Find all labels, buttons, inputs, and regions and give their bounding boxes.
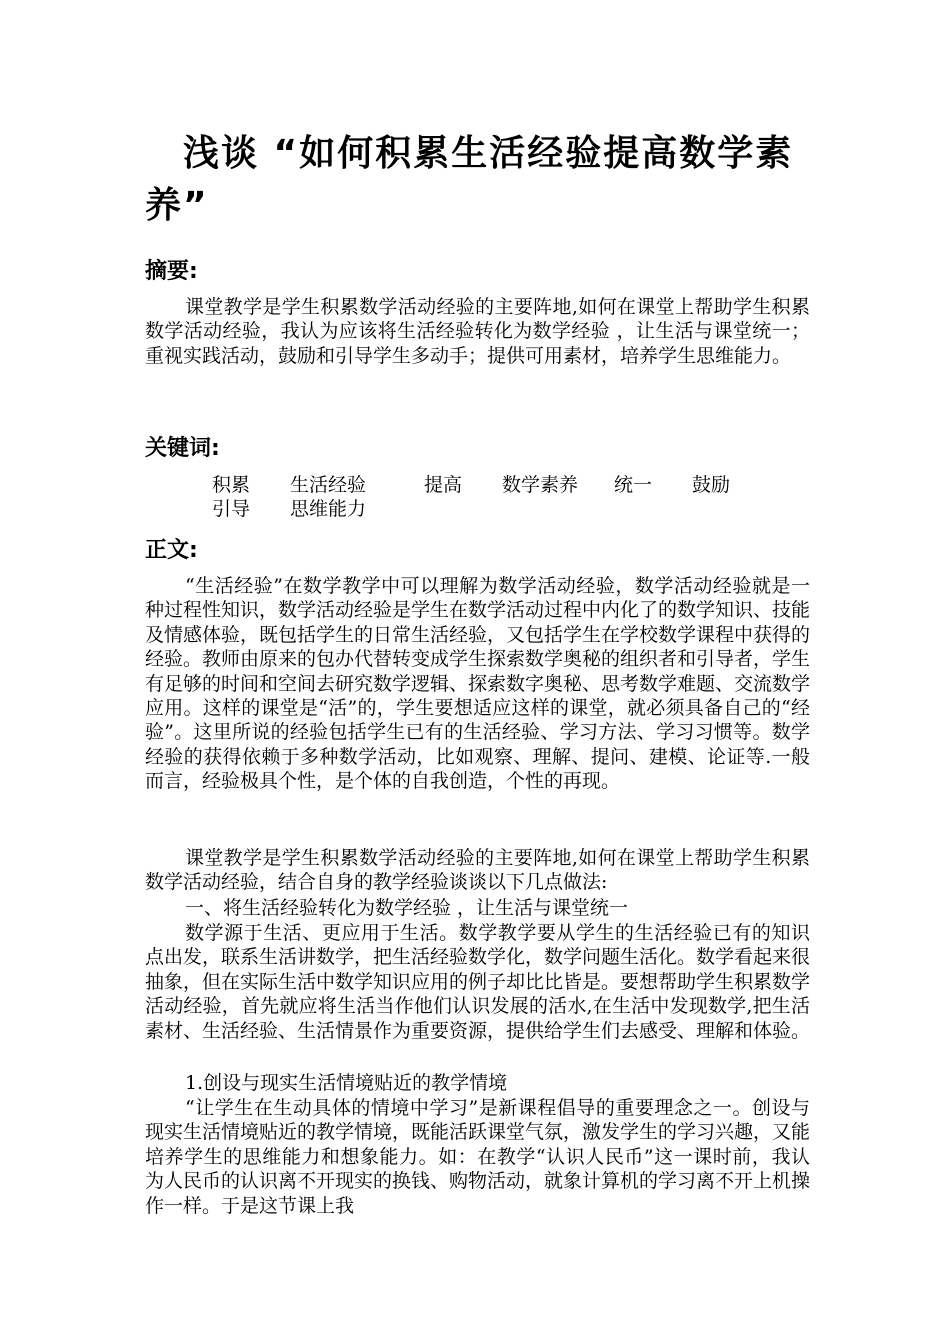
keywords-heading: 关键词: [145, 436, 220, 461]
keyword: 引导 [212, 498, 251, 520]
body-paragraph: 数学源于生活、更应用于生活。数学教学要从学生的生活经验已有的知识点出发，联系生活讲数学，把生活经验数学化，数学问题生活化。数学看起来很抽象，但在实际生活中数学知识应用的例子却比比皆是。要想帮助学生积累数学活动经验，首先就应将生活当作他们认识发展的活水,在生活中发现数学,把生活素材、生活经验、生活情景作为重要资源，提供给学生们去感受、理解和体验。 [145, 922, 811, 1042]
body-paragraph: “让学生在生动具体的情境中学习”是新课程倡导的重要理念之一。创设与现实生活情境贴近的教学情境，既能活跃课堂气氛，激发学生的学习兴趣，又能培养学生的思维能力和想象能力。如：在教学“认识人民币”这一课时前，我认为人民币的认识离不开现实的换钱、购物活动，就象计算机的学习离不开上机操作一样。于是这节课上我 [145, 1097, 811, 1217]
keyword: 积累 [212, 474, 251, 496]
body-paragraph: “生活经验”在数学教学中可以理解为数学活动经验，数学活动经验就是一种过程性知识，数学活动经验是学生在数学活动过程中内化了的数学知识、技能及情感体验，既包括学生的日常生活经验，又包括学生在学校数学课程中获得的经验。教师由原来的包办代替转变成学生探索数学奥秘的组织者和引导者，学生有足够的时间和空间去研究数学逻辑、探索数字奥秘、思考数学难题、交流数学应用。这样的课堂是“活”的，学生要想适应这样的课堂，就必须具备自己的“经验”。这里所说的经验包括学生已有的生活经验、学习方法、学习习惯等。数学经验的获得依赖于多种数学活动，比如观察、理解、提问、建模、论证等.一般而言，经验极具个性，是个体的自我创造，个性的再现。 [145, 575, 811, 793]
keyword: 提高 [424, 474, 463, 496]
keyword: 数学素养 [502, 474, 579, 496]
keyword: 思维能力 [290, 498, 367, 520]
keyword: 鼓励 [692, 474, 731, 496]
abstract-heading: 摘要: [145, 259, 198, 284]
abstract-text: 课堂教学是学生积累数学活动经验的主要阵地,如何在课堂上帮助学生积累数学活动经验，我认为应该将生活经验转化为数学经验 ，让生活与课堂统一；重视实践活动，鼓励和引导学生多动手；提供可用素材，培养学生思维能力。 [145, 296, 810, 367]
keyword: 统一 [614, 474, 653, 496]
section-heading: 一、将生活经验转化为数学经验 ，让生活与课堂统一 [185, 897, 629, 919]
subsection-heading: 1.创设与现实生活情境贴近的教学情境 [185, 1072, 508, 1094]
body-paragraph: 课堂教学是学生积累数学活动经验的主要阵地,如何在课堂上帮助学生积累数学活动经验，结合自身的教学经验谈谈以下几点做法: [145, 847, 810, 894]
keywords-list [212, 473, 772, 521]
document-title: 浅谈 “如何积累生活经验提高数学素养” [145, 133, 794, 226]
body-heading: 正文: [145, 538, 198, 563]
keyword: 生活经验 [290, 474, 367, 496]
